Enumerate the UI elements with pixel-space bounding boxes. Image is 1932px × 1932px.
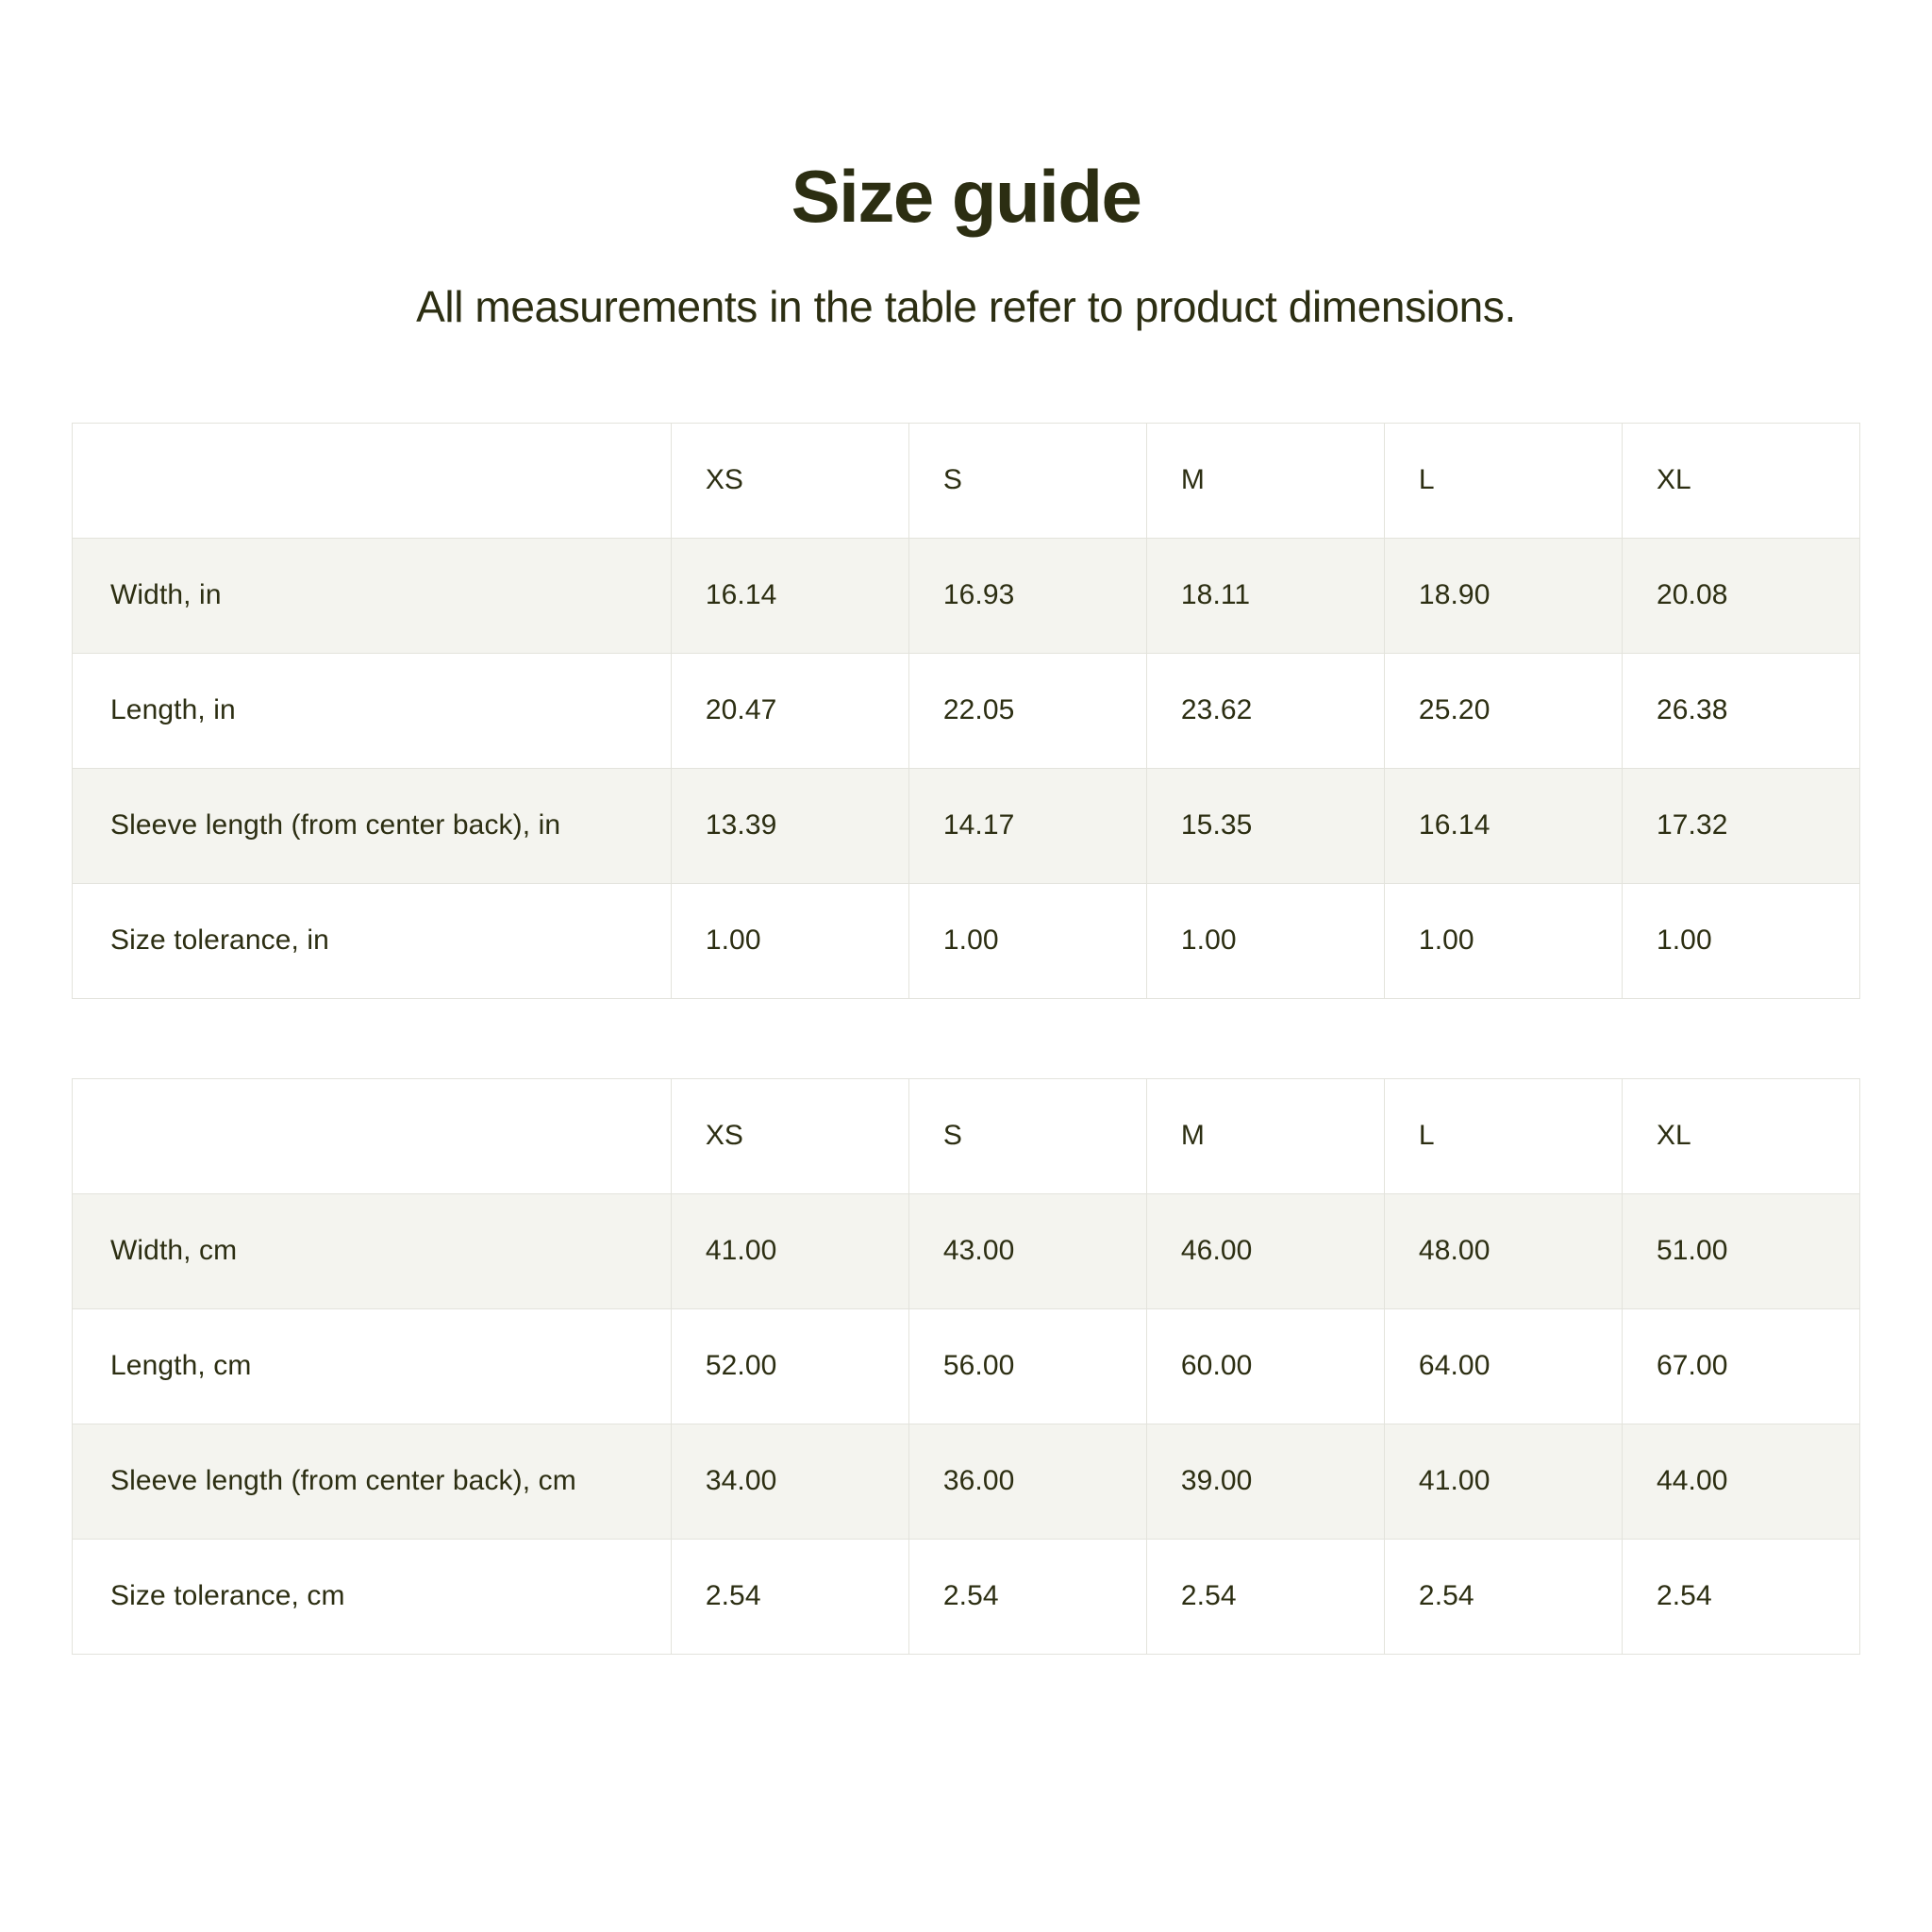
column-header-measurement: [73, 1078, 672, 1193]
row-label: Length, cm: [73, 1308, 672, 1424]
cell-xl: 20.08: [1622, 538, 1859, 653]
cell-l: 64.00: [1384, 1308, 1622, 1424]
cell-s: 1.00: [908, 883, 1146, 998]
cell-xs: 2.54: [671, 1539, 908, 1654]
cell-l: 25.20: [1384, 653, 1622, 768]
cell-s: 14.17: [908, 768, 1146, 883]
cell-xs: 52.00: [671, 1308, 908, 1424]
cell-xs: 16.14: [671, 538, 908, 653]
cell-l: 41.00: [1384, 1424, 1622, 1539]
cell-s: 22.05: [908, 653, 1146, 768]
cell-m: 15.35: [1146, 768, 1384, 883]
table-header: [73, 423, 1860, 538]
cell-xs: 1.00: [671, 883, 908, 998]
cell-xl: 26.38: [1622, 653, 1859, 768]
cell-l: 16.14: [1384, 768, 1622, 883]
row-label: Sleeve length (from center back), cm: [73, 1424, 672, 1539]
table-row: [73, 1193, 1860, 1308]
cell-s: 43.00: [908, 1193, 1146, 1308]
column-header-m: M: [1146, 423, 1384, 538]
table-header: [73, 1078, 1860, 1193]
page-title: Size guide: [791, 155, 1141, 238]
row-label: Width, cm: [73, 1193, 672, 1308]
row-label: Width, in: [73, 538, 672, 653]
inches-size-table: [72, 423, 1860, 999]
table-row: [73, 768, 1860, 883]
cell-l: 48.00: [1384, 1193, 1622, 1308]
cell-xl: 17.32: [1622, 768, 1859, 883]
cell-s: 36.00: [908, 1424, 1146, 1539]
cell-s: 56.00: [908, 1308, 1146, 1424]
row-label: Size tolerance, in: [73, 883, 672, 998]
cell-xs: 13.39: [671, 768, 908, 883]
cell-m: 2.54: [1146, 1539, 1384, 1654]
cell-xl: 1.00: [1622, 883, 1859, 998]
table-row: [73, 1539, 1860, 1654]
cell-l: 2.54: [1384, 1539, 1622, 1654]
cell-xs: 34.00: [671, 1424, 908, 1539]
table-header-row: [73, 423, 1860, 538]
cell-xl: 67.00: [1622, 1308, 1859, 1424]
row-label: Sleeve length (from center back), in: [73, 768, 672, 883]
table-row: [73, 883, 1860, 998]
cell-s: 2.54: [908, 1539, 1146, 1654]
cell-s: 16.93: [908, 538, 1146, 653]
cell-m: 23.62: [1146, 653, 1384, 768]
cell-xl: 51.00: [1622, 1193, 1859, 1308]
column-header-m: M: [1146, 1078, 1384, 1193]
column-header-s: S: [908, 423, 1146, 538]
column-header-l: L: [1384, 423, 1622, 538]
column-header-xl: XL: [1622, 423, 1859, 538]
row-label: Size tolerance, cm: [73, 1539, 672, 1654]
column-header-l: L: [1384, 1078, 1622, 1193]
table-row: [73, 653, 1860, 768]
column-header-xl: XL: [1622, 1078, 1859, 1193]
table-body: [73, 538, 1860, 998]
cell-xs: 41.00: [671, 1193, 908, 1308]
cell-m: 60.00: [1146, 1308, 1384, 1424]
table-row: [73, 538, 1860, 653]
table-body: [73, 1193, 1860, 1654]
table-row: [73, 1424, 1860, 1539]
row-label: Length, in: [73, 653, 672, 768]
cell-l: 18.90: [1384, 538, 1622, 653]
cell-l: 1.00: [1384, 883, 1622, 998]
table-row: [73, 1308, 1860, 1424]
cell-xs: 20.47: [671, 653, 908, 768]
cell-m: 18.11: [1146, 538, 1384, 653]
cell-xl: 44.00: [1622, 1424, 1859, 1539]
cell-m: 39.00: [1146, 1424, 1384, 1539]
cell-m: 1.00: [1146, 883, 1384, 998]
column-header-xs: XS: [671, 1078, 908, 1193]
table-header-row: [73, 1078, 1860, 1193]
centimeters-size-table: [72, 1078, 1860, 1655]
cell-xl: 2.54: [1622, 1539, 1859, 1654]
column-header-measurement: [73, 423, 672, 538]
column-header-xs: XS: [671, 423, 908, 538]
cell-m: 46.00: [1146, 1193, 1384, 1308]
size-tables-container: [0, 423, 1932, 1655]
page-subtitle: All measurements in the table refer to product dimensions.: [416, 281, 1516, 331]
column-header-s: S: [908, 1078, 1146, 1193]
